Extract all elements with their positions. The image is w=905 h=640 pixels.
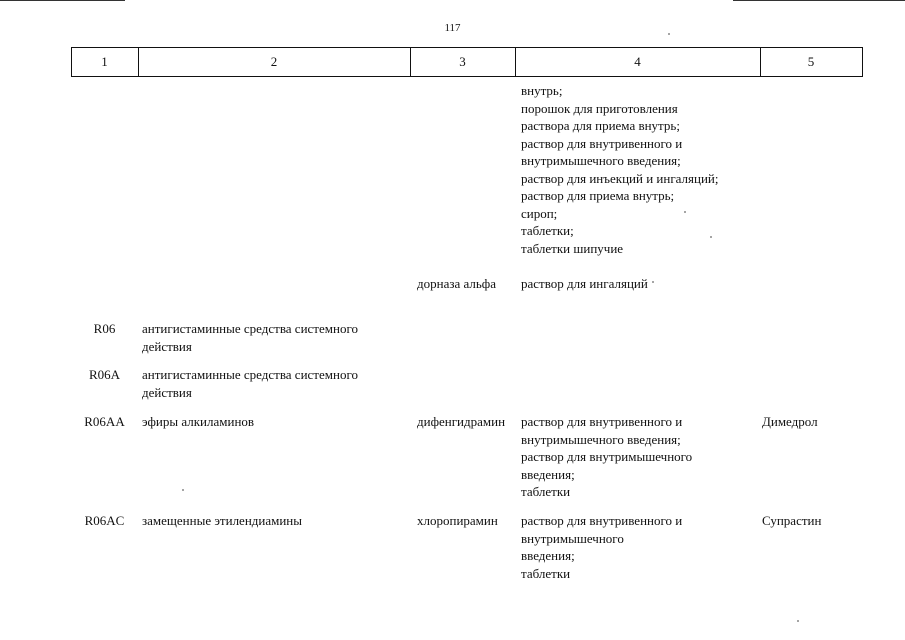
scan-speck [182, 489, 184, 491]
group-name-line: антигистаминные средства системного [142, 367, 358, 382]
dosage-forms-cell [521, 82, 718, 257]
inn-cell: хлоропирамин [417, 513, 498, 528]
header-cell-3: 3 [459, 54, 466, 69]
inn-cell: дифенгидрамин [417, 414, 506, 429]
dosage-form-line: раствор для внутривенного и [521, 414, 683, 429]
dosage-form-line: введения; [521, 466, 575, 482]
group-name-cell [142, 320, 358, 355]
dosage-form-line: внутримышечного введения; [521, 431, 681, 447]
dosage-form-line: порошок для приготовления [521, 100, 678, 116]
dosage-forms-cell [521, 512, 682, 582]
dosage-forms-cell [521, 413, 692, 501]
dosage-form-line: внутрь; [521, 83, 563, 98]
header-cell-2: 2 [270, 54, 278, 69]
scan-speck [797, 620, 799, 622]
atc-code-cell: R06AC [84, 513, 125, 528]
top-edge-line-left [0, 0, 125, 1]
dosage-forms-cell [521, 275, 648, 293]
group-name-cell [142, 512, 302, 530]
trade-name-cell: Димедрол [762, 414, 818, 429]
group-name-line: действия [142, 338, 192, 354]
header-cell-1: 1 [101, 54, 108, 69]
trade-name-cell: Супрастин [762, 513, 822, 528]
dosage-form-line: раствор для ингаляций [521, 276, 648, 291]
dosage-form-line: введения; [521, 548, 575, 563]
scan-speck [668, 33, 670, 35]
top-edge-line-right [733, 0, 905, 1]
page-number: 117 [444, 22, 461, 34]
scan-speck [684, 211, 686, 213]
inn-cell: дорназа альфа [417, 276, 496, 291]
header-bottom-rule [71, 76, 863, 77]
atc-code-cell: R06A [88, 367, 121, 382]
group-name-line: антигистаминные средства системного [142, 321, 358, 336]
dosage-form-line: сироп; [521, 205, 558, 221]
header-cell-5: 5 [807, 54, 815, 69]
group-name-line: замещенные этилендиамины [142, 513, 302, 528]
group-name-line: действия [142, 384, 192, 400]
dosage-form-line: внутримышечного [521, 530, 624, 546]
dosage-form-line: таблетки [521, 565, 571, 581]
dosage-form-line: таблетки шипучие [521, 240, 624, 256]
dosage-form-line: раствор для внутривенного и [521, 135, 683, 151]
dosage-form-line: таблетки; [521, 223, 574, 238]
dosage-form-line: раствор для внутримышечного [521, 449, 693, 464]
atc-code-cell: R06AA [84, 414, 125, 429]
group-name-line: эфиры алкиламинов [142, 414, 255, 429]
dosage-form-line: раствора для приема внутрь; [521, 118, 680, 133]
dosage-form-line: раствор для приема внутрь; [521, 188, 675, 203]
dosage-form-line: внутримышечного введения; [521, 153, 681, 168]
dosage-form-line: раствор для внутривенного и [521, 513, 683, 528]
group-name-cell [142, 366, 358, 401]
group-name-cell [142, 413, 254, 431]
atc-code-cell: R06 [93, 321, 116, 336]
scan-speck [710, 236, 712, 238]
scan-speck [652, 281, 654, 283]
dosage-form-line: таблетки [521, 484, 571, 499]
header-divider-6 [862, 47, 863, 76]
dosage-form-line: раствор для инъекций и ингаляций; [521, 170, 719, 186]
header-cell-4: 4 [634, 54, 641, 69]
